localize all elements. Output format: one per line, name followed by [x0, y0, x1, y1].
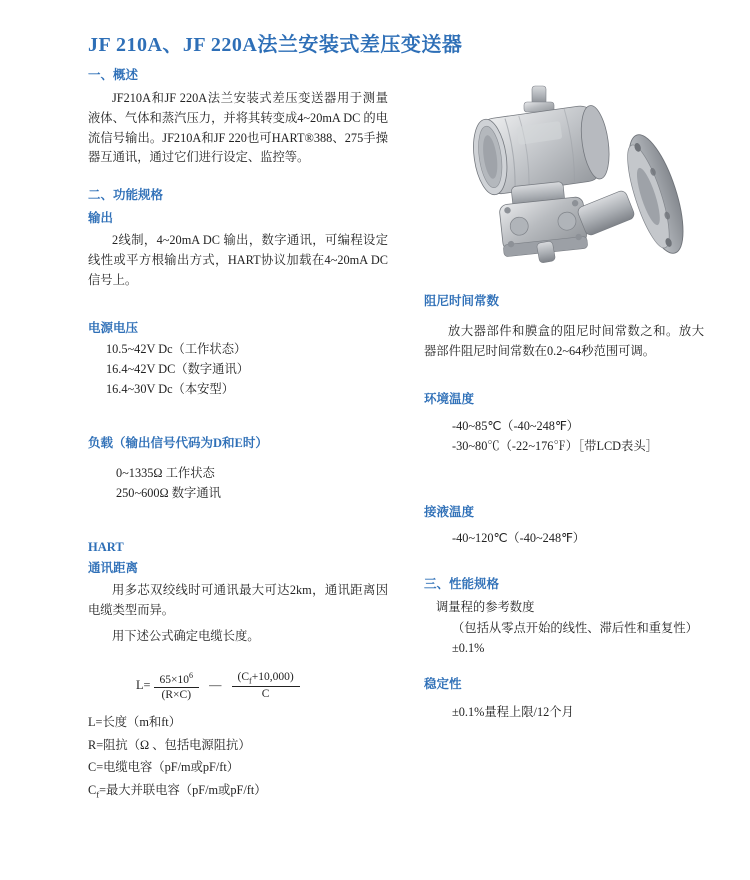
formula-fraction-2: [232, 671, 300, 700]
definition-cf-pre: C: [88, 783, 97, 798]
comm-paragraph-1: 用多芯双绞线时可通讯最大可达2km，通讯距离因电缆类型而异。: [88, 583, 388, 618]
formula-num2-post: +10,000): [251, 671, 294, 684]
product-photo: [420, 72, 710, 272]
formula-num1-exp: 6: [189, 670, 194, 680]
cable-length-formula: [88, 657, 388, 703]
ambient-temp-line: -30~80℃（-22~176℉）［带LCD表头］: [452, 439, 658, 454]
section-overview-heading: 一、概述: [88, 68, 139, 82]
load-heading: 负载（输出信号代码为D和E时）: [88, 436, 268, 451]
page-title: JF 210A、JF 220A法兰安装式差压变送器: [88, 34, 463, 56]
comm-paragraph-2: 用下述公式确定电缆长度。: [112, 628, 260, 643]
ambient-temp-line: -40~85℃（-40~248℉）: [452, 419, 579, 434]
power-voltage-line: 10.5~42V Dc（工作状态）: [106, 342, 247, 357]
section-function-heading: 二、功能规格: [88, 188, 164, 203]
damping-paragraph: 放大器部件和膜盒的阻尼时间常数之和。放大器部件阻尼时间常数在0.2~64秒范围可调。: [424, 323, 704, 358]
formula-num2-pre: (C: [237, 671, 250, 684]
formula-num2-sub: f: [249, 676, 252, 686]
stability-line: ±0.1%量程上限/12个月: [452, 705, 574, 719]
accuracy-line: ±0.1%: [452, 641, 485, 656]
section-performance-heading: 三、性能规格: [424, 576, 500, 591]
power-voltage-heading: 电源电压: [88, 320, 139, 335]
damping-heading: 阻尼时间常数: [424, 294, 500, 308]
wetted-temp-line: -40~120℃（-40~248℉）: [452, 530, 586, 545]
output-heading: 输出: [88, 211, 114, 226]
definition-item: R=阻抗（Ω 、包括电源阻抗）: [88, 737, 251, 752]
accuracy-line: （包括从零点开始的线性、滞后性和重复性）: [452, 621, 698, 636]
formula-lhs: L=: [136, 677, 151, 692]
definition-cf-sub: f: [96, 789, 100, 800]
formula-num1: 65×10: [159, 673, 190, 686]
accuracy-heading: 调量程的参考数度: [436, 599, 535, 614]
definition-cf-post: =最大并联电容（pF/m或pF/ft）: [99, 783, 267, 798]
wetted-temp-heading: 接液温度: [424, 505, 475, 520]
overview-paragraph: JF210A和JF 220A法兰安装式差压变送器用于测量液体、气体和蒸汽压力，并将其转变成4~20mA DC 的电流信号输出。JF210A和JF 220也可HART®388、275手操器互通讯，通过它们进行设定、监控等。: [88, 90, 388, 165]
comm-distance-heading: 通讯距离: [88, 561, 139, 576]
load-line: 0~1335Ω 工作状态: [116, 465, 215, 480]
formula-definitions: [88, 711, 388, 804]
formula-den1: (R×C): [161, 688, 192, 701]
power-voltage-line: 16.4~42V DC（数字通讯）: [106, 362, 250, 377]
definition-item: L=长度（m和ft）: [88, 714, 182, 729]
load-line: 250~600Ω 数字通讯: [116, 485, 221, 500]
stability-heading: 稳定性: [424, 677, 462, 692]
formula-minus: —: [209, 678, 222, 693]
power-voltage-line: 16.4~30V Dc（本安型）: [106, 382, 235, 397]
left-column: [88, 66, 388, 803]
right-column: [424, 292, 704, 723]
formula-fraction-1: [154, 671, 200, 701]
definition-item-cf: [88, 779, 388, 803]
ambient-temp-heading: 环境温度: [424, 391, 475, 406]
definition-item: C=电缆电容（pF/m或pF/ft）: [88, 760, 240, 775]
formula-den2: C: [261, 688, 270, 701]
output-paragraph: 2线制，4~20mA DC 输出，数字通讯，可编程设定线性或平方根输出方式，HART协议加载在4~20mA DC 信号上。: [88, 232, 388, 287]
hart-heading: HART: [88, 539, 124, 554]
